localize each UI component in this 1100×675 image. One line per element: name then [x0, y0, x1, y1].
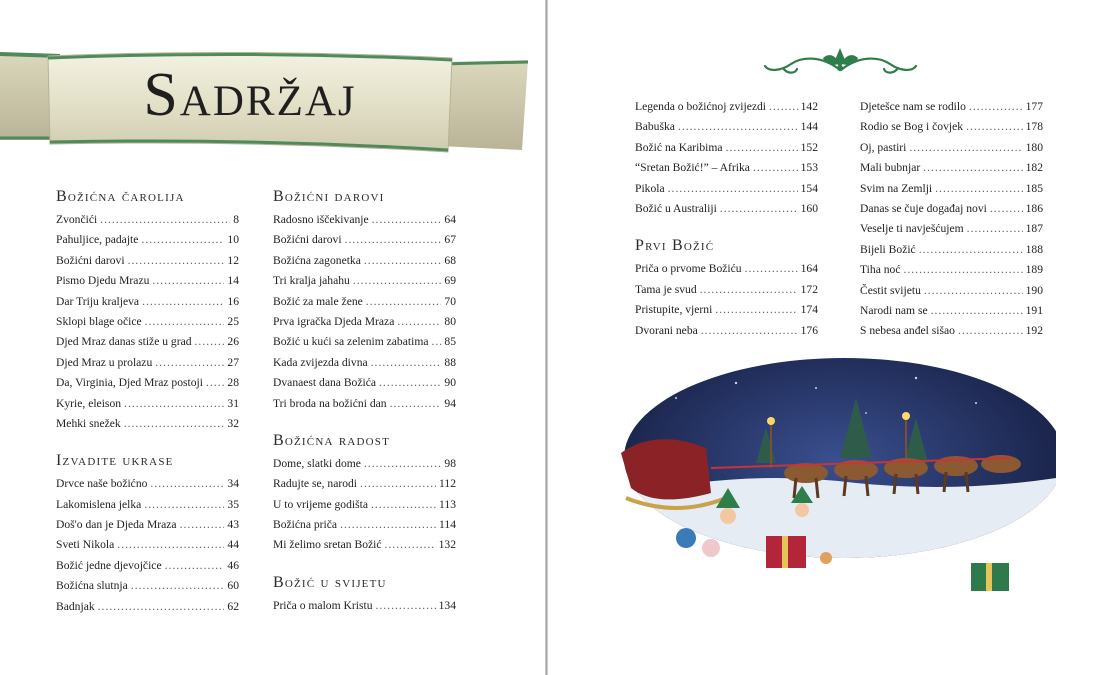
entry-page-number: 31	[227, 396, 239, 410]
toc-entry	[860, 240, 1043, 260]
entry-page-number: 46	[227, 558, 239, 572]
entry-page-number: 153	[800, 161, 818, 175]
entry-page-number: 114	[439, 518, 456, 532]
dot-leader	[390, 394, 442, 414]
entry-title: Pristupite, vjerni	[635, 303, 713, 317]
entry-title: Dar Triju kraljeva	[56, 294, 140, 308]
toc-entry	[56, 394, 239, 414]
entry-page-number: 180	[1025, 140, 1043, 154]
entry-page-number: 70	[444, 294, 456, 308]
entry-page-number: 177	[1025, 100, 1043, 113]
entry-title: Tri kralja jahahu	[273, 274, 350, 288]
entry-title: Mehki snežek	[56, 416, 121, 430]
dot-leader	[152, 271, 224, 291]
toc-entry	[56, 474, 239, 494]
toc-entry	[635, 199, 818, 219]
toc-entry	[273, 596, 456, 616]
entry-title: Narodi nam se	[860, 303, 928, 317]
entry-title: Sklopi blage očice	[56, 314, 142, 328]
holly-ornament-icon	[763, 42, 918, 82]
entry-title: Danas se čuje događaj novi	[860, 201, 987, 215]
toc-entry	[635, 300, 818, 320]
toc-section	[56, 188, 239, 434]
dot-leader	[903, 260, 1022, 280]
dot-leader	[715, 300, 797, 320]
dot-leader	[345, 230, 442, 250]
toc-entry	[860, 97, 1043, 117]
entry-title: Rodio se Bog i čovjek	[860, 120, 964, 134]
toc-column-2	[273, 188, 456, 616]
section-title: Božićna čarolija	[56, 188, 185, 205]
toc-entry	[273, 271, 456, 291]
entry-title: Dome, slatki dome	[273, 456, 361, 470]
dot-leader	[150, 474, 224, 494]
entry-title: Božićna zagonetka	[273, 253, 361, 267]
toc-entry	[635, 117, 818, 137]
dot-leader	[372, 210, 442, 230]
toc-entry	[273, 292, 456, 312]
toc-entry	[860, 219, 1043, 239]
entry-page-number: 134	[438, 598, 456, 612]
toc-entry	[273, 515, 456, 535]
toc-section	[56, 452, 239, 617]
entry-page-number: 94	[444, 396, 456, 410]
entry-page-number: 191	[1025, 303, 1043, 317]
entry-title: Djed Mraz u prolazu	[56, 355, 153, 369]
entry-page-number: 189	[1025, 263, 1043, 277]
entry-title: Priča o prvome Božiću	[635, 262, 742, 276]
dot-leader	[145, 312, 225, 332]
toc-entry	[635, 97, 818, 117]
toc-entry	[56, 312, 239, 332]
dot-leader	[385, 535, 436, 555]
dot-leader	[753, 158, 798, 178]
dot-leader	[935, 179, 1022, 199]
entry-page-number: 98	[444, 456, 456, 470]
dot-leader	[155, 353, 224, 373]
entry-page-number: 12	[227, 253, 239, 267]
dot-leader	[100, 210, 230, 230]
entry-page-number: 10	[227, 233, 239, 247]
dot-leader	[141, 230, 224, 250]
dot-leader	[117, 535, 224, 555]
dot-leader	[745, 259, 798, 279]
toc-entry	[273, 474, 456, 494]
entry-page-number: 176	[800, 323, 818, 337]
entry-page-number: 32	[227, 416, 239, 430]
dot-leader	[142, 292, 224, 312]
toc-entry	[635, 179, 818, 199]
entry-page-number: 178	[1025, 120, 1043, 134]
entry-page-number: 25	[227, 314, 239, 328]
dot-leader	[701, 321, 798, 341]
entry-title: Da, Virginia, Djed Mraz postoji	[56, 376, 203, 390]
entry-page-number: 43	[227, 518, 239, 532]
section-entries	[56, 210, 239, 434]
entry-page-number: 80	[444, 314, 456, 328]
section-entries	[273, 210, 456, 414]
dot-leader	[990, 199, 1023, 219]
toc-entry	[860, 138, 1043, 158]
dot-leader	[195, 332, 225, 352]
entry-page-number: 28	[227, 376, 239, 390]
entry-title: Radosno iščekivanje	[273, 213, 369, 226]
entry-title: Božić u Australiji	[635, 201, 717, 215]
dot-leader	[180, 515, 225, 535]
entry-page-number: 192	[1025, 324, 1043, 338]
dot-leader	[144, 495, 224, 515]
entry-title: Legenda o božićnoj zvijezdi	[635, 100, 767, 113]
toc-entry	[860, 260, 1043, 280]
dot-leader	[967, 219, 1023, 239]
section-title: Izvadite ukrase	[56, 452, 174, 470]
entry-title: Božić za male žene	[273, 294, 363, 308]
entry-page-number: 14	[227, 274, 239, 288]
entry-page-number: 68	[444, 253, 456, 267]
section-entries	[56, 474, 239, 617]
dot-leader	[124, 394, 224, 414]
toc-entry	[860, 179, 1043, 199]
entry-page-number: 60	[227, 579, 239, 593]
entry-title: Čestit svijetu	[860, 283, 921, 297]
toc-entry	[56, 414, 239, 434]
toc-column-3	[635, 97, 818, 341]
entry-page-number: 67	[444, 233, 456, 247]
page-title: Sadržaj	[143, 61, 357, 129]
dot-leader	[98, 597, 225, 617]
toc-entry	[56, 210, 239, 230]
entry-title: Kada zvijezda divna	[273, 355, 368, 369]
entry-title: Sveti Nikola	[56, 538, 115, 552]
dot-leader	[668, 179, 798, 199]
toc-entry	[56, 292, 239, 312]
entry-page-number: 188	[1025, 242, 1043, 256]
dot-leader	[124, 414, 225, 434]
dot-leader	[924, 281, 1023, 301]
toc-entry	[56, 373, 239, 393]
dot-leader	[364, 251, 442, 271]
toc-entry	[56, 495, 239, 515]
dot-leader	[128, 251, 225, 271]
toc-entry	[56, 597, 239, 617]
entry-page-number: 90	[444, 376, 456, 390]
entry-title: Zvončići	[56, 213, 98, 226]
toc-entry	[273, 535, 456, 555]
dot-leader	[678, 117, 798, 137]
dot-leader	[931, 301, 1023, 321]
entry-page-number: 62	[227, 599, 239, 613]
entry-title: Djed Mraz danas stiže u grad	[56, 335, 192, 349]
section-entries	[635, 259, 818, 341]
reindeer-sleigh-illustration	[616, 358, 1056, 613]
entry-title: Božićna priča	[273, 518, 338, 532]
entry-page-number: 185	[1025, 181, 1043, 195]
section-title: Božićni darovi	[273, 188, 385, 205]
dot-leader	[371, 353, 442, 373]
dot-leader	[958, 321, 1023, 341]
toc-entry	[273, 230, 456, 250]
entry-title: Veselje ti navješćujem	[860, 222, 964, 236]
entry-title: Božić jedne djevojčice	[56, 558, 162, 572]
entry-page-number: 190	[1025, 283, 1043, 297]
dot-leader	[379, 373, 441, 393]
toc-entry	[273, 394, 456, 414]
section-entries	[273, 454, 456, 556]
entry-page-number: 88	[444, 355, 456, 369]
toc-entry	[860, 281, 1043, 301]
toc-entry	[273, 373, 456, 393]
entry-page-number: 132	[438, 538, 456, 552]
toc-entry	[860, 158, 1043, 178]
entry-title: Badnjak	[56, 599, 95, 613]
toc-entry	[273, 353, 456, 373]
toc-entry	[273, 454, 456, 474]
entry-page-number: 164	[800, 262, 818, 276]
entry-title: Tri broda na božićni dan	[273, 396, 387, 410]
entry-page-number: 182	[1025, 161, 1043, 175]
toc-entry	[273, 332, 456, 352]
entry-title: Božićni darovi	[273, 233, 342, 247]
entry-page-number: 69	[444, 274, 456, 288]
entry-title: Babuška	[635, 120, 675, 134]
toc-entry	[56, 515, 239, 535]
entry-page-number: 187	[1025, 222, 1043, 236]
entry-title: Božićni darovi	[56, 253, 125, 267]
dot-leader	[376, 596, 436, 616]
entry-page-number: 85	[444, 335, 456, 349]
dot-leader	[206, 373, 224, 393]
toc-section	[273, 574, 456, 616]
left-page	[0, 0, 546, 675]
entry-title: Dvanaest dana Božića	[273, 376, 377, 390]
toc-entry	[860, 321, 1043, 341]
entry-page-number: 152	[800, 140, 818, 154]
entry-page-number: 113	[439, 497, 456, 511]
entry-title: Mali bubnjar	[860, 161, 921, 175]
dot-leader	[726, 138, 798, 158]
entry-page-number: 172	[800, 282, 818, 296]
entry-page-number: 186	[1025, 201, 1043, 215]
entry-title: U to vrijeme godišta	[273, 497, 368, 511]
entry-title: Tiha noć	[860, 263, 901, 277]
dot-leader	[969, 97, 1023, 117]
dot-leader	[700, 280, 798, 300]
entry-title: Lakomislena jelka	[56, 497, 142, 511]
toc-entry	[273, 210, 456, 230]
entry-title: Radujte se, narodi	[273, 477, 358, 491]
dot-leader	[165, 556, 225, 576]
entry-title: Dvorani neba	[635, 323, 698, 337]
entry-title: Svim na Zemlji	[860, 181, 933, 195]
dot-leader	[720, 199, 798, 219]
dot-leader	[364, 454, 442, 474]
entry-title: Pahuljice, padajte	[56, 233, 139, 247]
entry-page-number: 44	[227, 538, 239, 552]
dot-leader	[909, 138, 1022, 158]
dot-leader	[966, 117, 1023, 137]
entry-title: Pikola	[635, 181, 665, 195]
toc-entry	[56, 556, 239, 576]
entry-title: Prva igračka Djeda Mraza	[273, 314, 395, 328]
dot-leader	[353, 271, 442, 291]
section-title: Božić u svijetu	[273, 573, 387, 591]
toc-entry	[56, 535, 239, 555]
toc-entry	[635, 138, 818, 158]
section-title: Prvi Božić	[635, 237, 715, 255]
toc-section	[273, 432, 456, 556]
entry-title: Bijeli Božić	[860, 242, 916, 256]
toc-entry	[635, 259, 818, 279]
toc-entry	[56, 251, 239, 271]
entry-page-number: 142	[800, 100, 818, 113]
toc-entry	[56, 353, 239, 373]
dot-leader	[366, 292, 442, 312]
dot-leader	[769, 97, 798, 117]
entry-title: S nebesa anđel sišao	[860, 324, 955, 338]
toc-column-4	[860, 97, 1043, 342]
entry-page-number: 144	[800, 120, 818, 134]
entry-title: “Sretan Božić!” – Afrika	[635, 161, 750, 175]
toc-entry	[273, 312, 456, 332]
toc-entry	[860, 117, 1043, 137]
toc-entry	[635, 280, 818, 300]
dot-leader	[360, 474, 436, 494]
toc-section	[635, 237, 818, 341]
entry-title: Božić na Karibima	[635, 140, 723, 154]
entry-title: Oj, pastiri	[860, 140, 907, 154]
dot-leader	[340, 515, 436, 535]
dot-leader	[397, 312, 441, 332]
entry-title: Djetešce nam se rodilo	[860, 100, 966, 113]
entry-title: Kyrie, eleison	[56, 396, 122, 410]
section-entries	[635, 97, 818, 219]
right-page	[548, 0, 1100, 675]
entry-page-number: 8	[233, 213, 239, 226]
entry-title: Drvce naše božićno	[56, 477, 148, 491]
entry-page-number: 112	[439, 477, 456, 491]
entry-page-number: 16	[227, 294, 239, 308]
dot-leader	[371, 495, 436, 515]
toc-entry	[56, 576, 239, 596]
entry-page-number: 160	[800, 201, 818, 215]
section-title: Božićna radost	[273, 431, 391, 449]
toc-entry	[273, 251, 456, 271]
entry-page-number: 34	[227, 477, 239, 491]
entry-title: Pismo Djedu Mrazu	[56, 274, 150, 288]
entry-title: Mi želimo sretan Božić	[273, 538, 382, 552]
toc-column-1	[56, 188, 239, 617]
entry-page-number: 35	[227, 497, 239, 511]
entry-title: Božić u kući sa zelenim zabatima	[273, 335, 429, 349]
entry-page-number: 27	[227, 355, 239, 369]
entry-title: Doš'o dan je Djeda Mraza	[56, 518, 177, 532]
toc-entry	[56, 230, 239, 250]
dot-leader	[131, 576, 225, 596]
toc-entry	[56, 271, 239, 291]
toc-entry	[273, 495, 456, 515]
toc-entry	[56, 332, 239, 352]
dot-leader	[919, 240, 1023, 260]
entry-title: Božićna slutnja	[56, 579, 128, 593]
section-entries	[860, 97, 1043, 342]
entry-title: Priča o malom Kristu	[273, 598, 373, 612]
section-entries	[273, 596, 456, 616]
dot-leader	[923, 158, 1022, 178]
dot-leader	[432, 332, 442, 352]
entry-page-number: 64	[444, 213, 456, 226]
entry-page-number: 174	[800, 303, 818, 317]
toc-entry	[635, 158, 818, 178]
toc-entry	[860, 301, 1043, 321]
toc-entry	[860, 199, 1043, 219]
entry-title: Tama je svud	[635, 282, 697, 296]
entry-page-number: 154	[800, 181, 818, 195]
toc-section	[273, 188, 456, 414]
toc-entry	[635, 321, 818, 341]
entry-page-number: 26	[227, 335, 239, 349]
